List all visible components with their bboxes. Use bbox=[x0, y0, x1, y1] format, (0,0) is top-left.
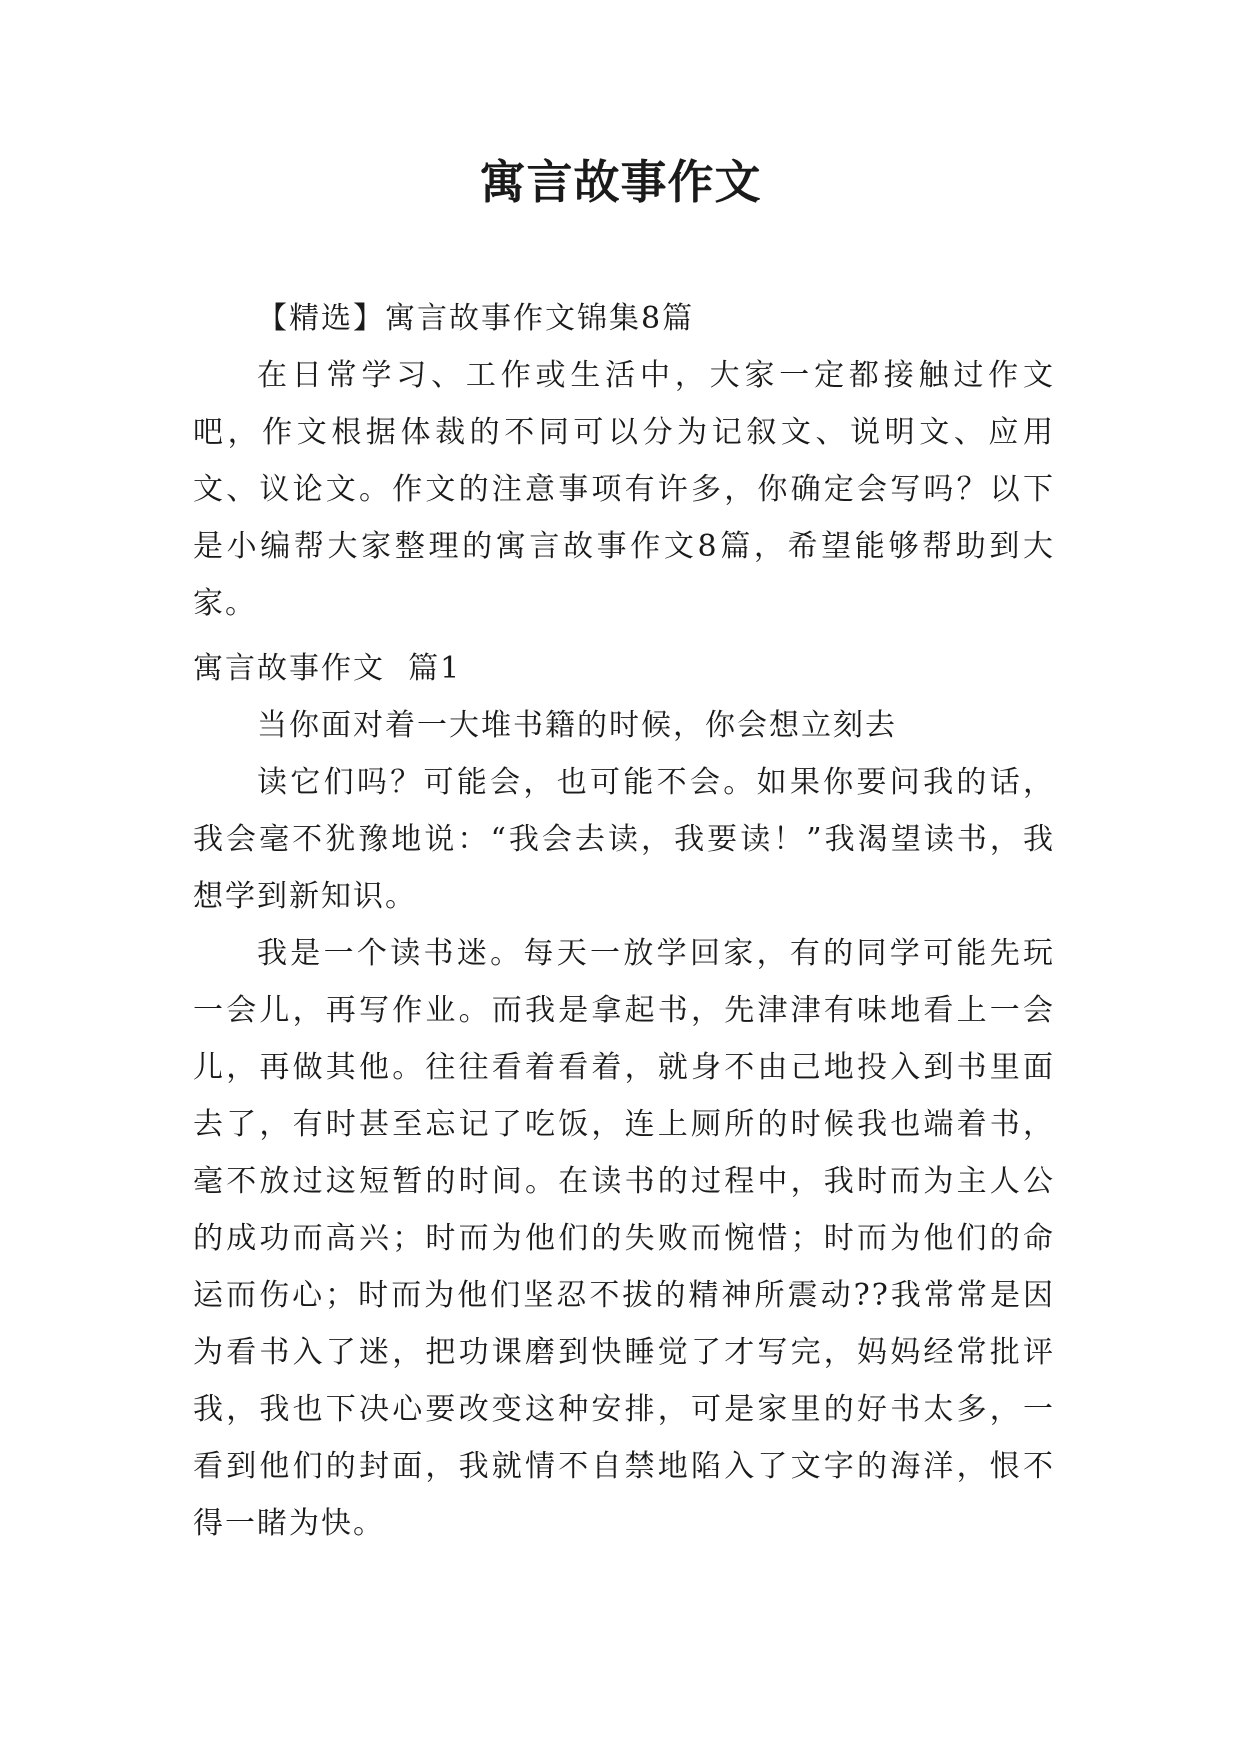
section-heading: 寓言故事作文 篇1 bbox=[193, 651, 462, 686]
story-paragraph: 读它们吗？可能会，也可能不会。如果你要问我的话，我会毫不犹豫地说：“我会去读，我要读！”我渴望读书，我想学到新知识。 bbox=[193, 765, 1055, 914]
story-section bbox=[193, 697, 1055, 1552]
intro-paragraph: 在日常学习、工作或生活中，大家一定都接触过作文吧，作文根据体裁的不同可以分为记叙文、说明文、应用文、议论文。作文的注意事项有许多，你确定会写吗？以下是小编帮大家整理的寓言故事作文8篇，希望能够帮助到大家。 bbox=[193, 358, 1055, 621]
intro-section bbox=[193, 290, 1055, 632]
story-paragraph: 我是一个读书迷。每天一放学回家，有的同学可能先玩一会儿，再写作业。而我是拿起书，先津津有味地看上一会儿，再做其他。往往看着看着，就身不由己地投入到书里面去了，有时甚至忘记了吃饭，连上厕所的时候我也端着书，毫不放过这短暂的时间。在读书的过程中，我时而为主人公的成功而高兴；时而为他们的失败而惋惜；时而为他们的命运而伤心；时而为他们坚忍不拔的精神所震动??我常常是因为看书入了迷，把功课磨到快睡觉了才写完，妈妈经常批评我，我也下决心要改变这种安排，可是家里的好书太多，一看到他们的封面，我就情不自禁地陷入了文字的海洋，恨不得一睹为快。 bbox=[193, 936, 1055, 1541]
intro-subtitle: 【精选】寓言故事作文锦集8篇 bbox=[257, 301, 695, 336]
story-paragraph: 当你面对着一大堆书籍的时候，你会想立刻去 bbox=[257, 708, 897, 743]
document-title: 寓言故事作文 bbox=[479, 155, 762, 209]
